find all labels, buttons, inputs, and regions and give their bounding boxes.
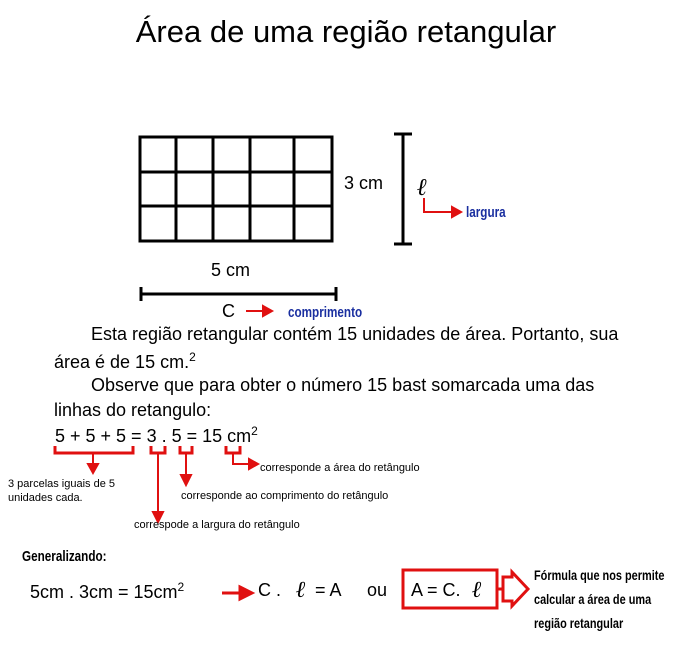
formula-ell: ℓ <box>472 576 482 603</box>
formula-note-line-1: Fórmula que nos permite <box>534 567 665 583</box>
comprimento-label: comprimento <box>288 304 363 321</box>
general-c-dot: C . <box>258 580 282 600</box>
general-arrow-1 <box>222 587 252 599</box>
general-arrow-2 <box>497 572 528 606</box>
generalizando-heading: Generalizando: <box>22 548 107 565</box>
formula-note-line-3: região retangular <box>534 615 624 631</box>
ell-symbol: ℓ <box>417 172 428 201</box>
note-parcelas-line-1: 3 parcelas iguais de 5 <box>8 478 116 490</box>
note-parcelas-line-2: unidades cada. <box>8 492 83 504</box>
width-measure <box>141 287 336 301</box>
note-largura: correspode a largura do retângulo <box>134 519 300 531</box>
paragraph-line-3: Observe que para obter o número 15 bast somarcada uma das <box>91 375 595 395</box>
comprimento-arrow <box>246 306 272 316</box>
note-comprimento: corresponde ao comprimento do retângulo <box>181 490 389 502</box>
equation-braces <box>55 446 240 453</box>
formula-text: A = C. <box>411 580 461 600</box>
equation: 5 + 5 + 5 = 3 . 5 = 15 $cm^2$ <box>55 424 258 446</box>
paragraph-line-4: linhas do retangulo: <box>54 400 212 420</box>
largura-arrow <box>424 198 461 217</box>
width-label: 5 cm <box>211 260 251 280</box>
formula-note-line-2: calcular a área de uma <box>534 591 652 607</box>
general-ou: ou <box>367 580 388 600</box>
general-ell: ℓ <box>296 576 306 603</box>
page-title: Área de uma região retangular <box>135 14 557 49</box>
note-area: corresponde a área do retângulo <box>260 462 420 474</box>
general-equals-a: = A <box>315 580 342 600</box>
paragraph-line-2: área é de 15 cm.$^2$ <box>54 350 196 372</box>
grid-rectangle <box>140 137 332 241</box>
c-symbol: C <box>222 301 235 321</box>
largura-label: largura <box>466 204 506 221</box>
height-measure <box>394 134 412 244</box>
general-expression: 5cm . $3cm = 15cm^2$ <box>30 580 185 602</box>
height-label: 3 cm <box>344 173 384 193</box>
paragraph-line-1: Esta região retangular contém 15 unidades de área. Portanto, sua <box>91 324 619 344</box>
